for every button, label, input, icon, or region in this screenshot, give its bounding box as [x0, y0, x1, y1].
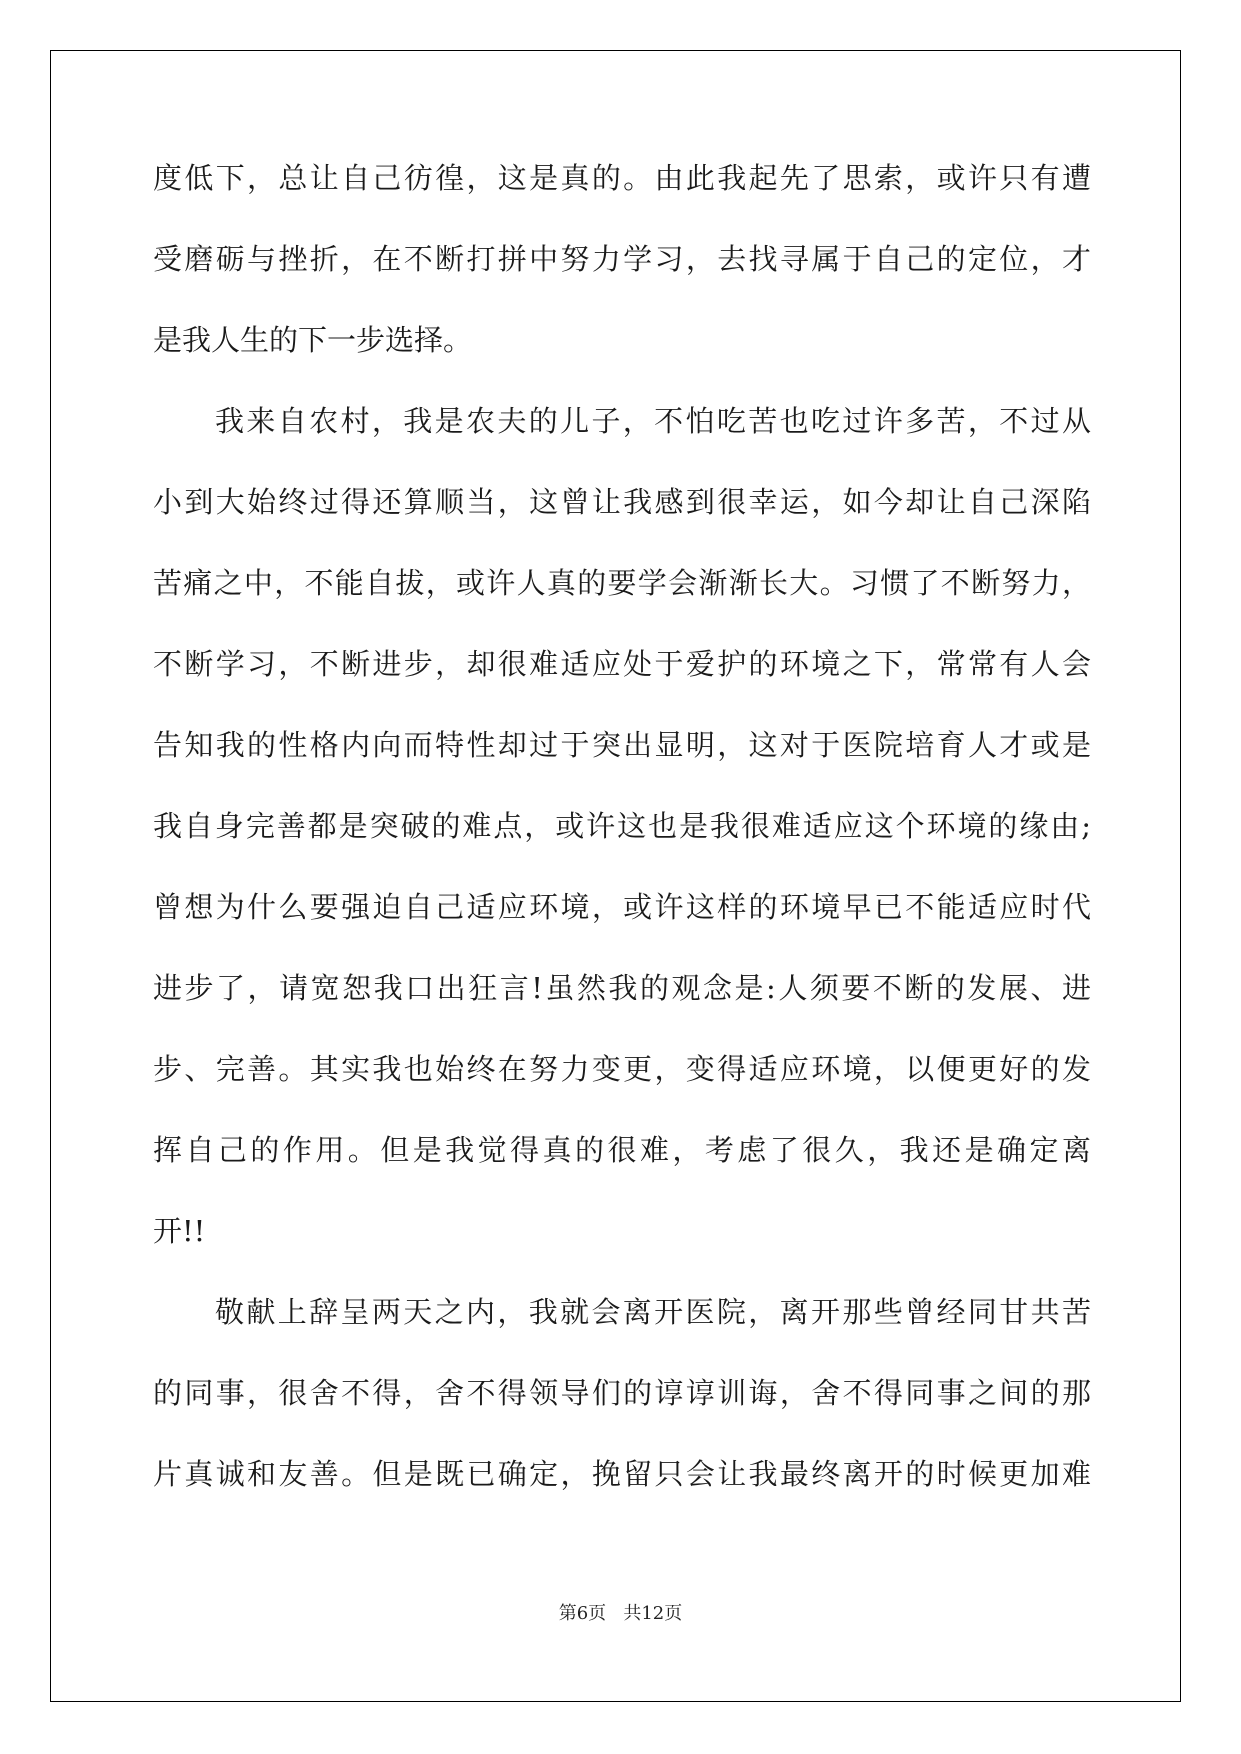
text-line: 挥自己的作用。但是我觉得真的很难，考虑了很久，我还是确定离 — [153, 1133, 1091, 1167]
text-line: 进步了，请宽恕我口出狂言!虽然我的观念是:人须要不断的发展、进 — [153, 971, 1091, 1005]
page-total: 共12页 — [623, 1603, 683, 1624]
text-line: 不断学习，不断进步，却很难适应处于爱护的环境之下，常常有人会 — [153, 647, 1091, 681]
page-number: 第6页 — [558, 1603, 607, 1624]
paragraph-first-line: 敬献上辞呈两天之内，我就会离开医院，离开那些曾经同甘共苦 — [215, 1295, 1091, 1329]
text-line: 开!! — [153, 1214, 206, 1248]
paragraph-first-line: 我来自农村，我是农夫的儿子，不怕吃苦也吃过许多苦，不过从 — [215, 404, 1091, 438]
document-body — [153, 156, 1091, 1533]
text-line: 曾想为什么要强迫自己适应环境，或许这样的环境早已不能适应时代 — [153, 890, 1091, 924]
page-footer — [0, 1602, 1241, 1626]
text-line: 告知我的性格内向而特性却过于突出显明，这对于医院培育人才或是 — [153, 728, 1091, 762]
text-line: 是我人生的下一步选择。 — [153, 323, 473, 357]
text-line: 受磨砺与挫折，在不断打拼中努力学习，去找寻属于自己的定位，才 — [153, 242, 1091, 276]
text-line: 苦痛之中，不能自拔，或许人真的要学会渐渐长大。习惯了不断努力， — [153, 566, 1091, 600]
text-line: 的同事，很舍不得，舍不得领导们的谆谆训诲，舍不得同事之间的那 — [153, 1376, 1091, 1410]
text-line: 度低下，总让自己彷徨，这是真的。由此我起先了思索，或许只有遭 — [153, 161, 1091, 195]
text-line: 小到大始终过得还算顺当，这曾让我感到很幸运，如今却让自己深陷 — [153, 485, 1091, 519]
text-line: 我自身完善都是突破的难点，或许这也是我很难适应这个环境的缘由; — [153, 809, 1091, 843]
text-line: 片真诚和友善。但是既已确定，挽留只会让我最终离开的时候更加难 — [153, 1457, 1091, 1491]
text-line: 步、完善。其实我也始终在努力变更，变得适应环境，以便更好的发 — [153, 1052, 1091, 1086]
